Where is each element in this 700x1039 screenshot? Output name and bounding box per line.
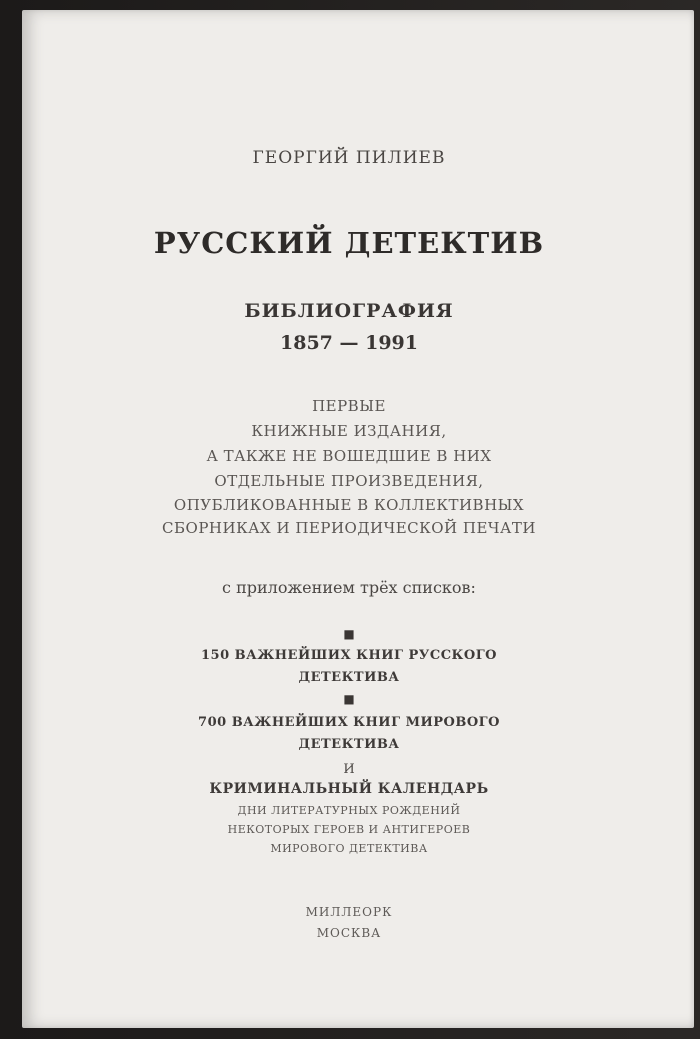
calendar-subtitle-line: НЕКОТОРЫХ ГЕРОЕВ И АНТИГЕРОЕВ <box>227 823 471 836</box>
year-range: 1857 — 1991 <box>280 332 418 354</box>
book-subtitle: БИБЛИОГРАФИЯ <box>244 300 454 322</box>
description-line: ПЕРВЫЕ <box>312 397 386 415</box>
bullet-icon: ■ <box>343 692 355 706</box>
list-item: 700 ВАЖНЕЙШИХ КНИГ МИРОВОГО <box>198 715 500 730</box>
bullet-icon: ■ <box>343 627 355 641</box>
book-title: РУССКИЙ ДЕТЕКТИВ <box>153 226 545 260</box>
appendix-intro: с приложением трёх списков: <box>222 578 476 597</box>
description-line: ОТДЕЛЬНЫЕ ПРОИЗВЕДЕНИЯ, <box>214 472 484 490</box>
calendar-title: КРИМИНАЛЬНЫЙ КАЛЕНДАРЬ <box>209 781 489 797</box>
conjunction: И <box>343 762 355 777</box>
title-page <box>22 10 694 1028</box>
calendar-subtitle-line: ДНИ ЛИТЕРАТУРНЫХ РОЖДЕНИЙ <box>237 804 461 817</box>
calendar-subtitle-line: МИРОВОГО ДЕТЕКТИВА <box>270 842 428 855</box>
publisher-name: МИЛЛЕОРК <box>305 905 393 919</box>
list-item: ДЕТЕКТИВА <box>298 670 400 685</box>
description-line: КНИЖНЫЕ ИЗДАНИЯ, <box>251 422 447 440</box>
list-item: ДЕТЕКТИВА <box>298 737 400 752</box>
description-line: СБОРНИКАХ И ПЕРИОДИЧЕСКОЙ ПЕЧАТИ <box>162 519 536 537</box>
list-item: 150 ВАЖНЕЙШИХ КНИГ РУССКОГО <box>200 648 497 663</box>
author-name: ГЕОРГИЙ ПИЛИЕВ <box>252 148 446 168</box>
description-line: ОПУБЛИКОВАННЫЕ В КОЛЛЕКТИВНЫХ <box>173 496 525 514</box>
description-line: А ТАКЖЕ НЕ ВОШЕДШИЕ В НИХ <box>206 447 492 465</box>
publisher-city: МОСКВА <box>316 926 382 940</box>
